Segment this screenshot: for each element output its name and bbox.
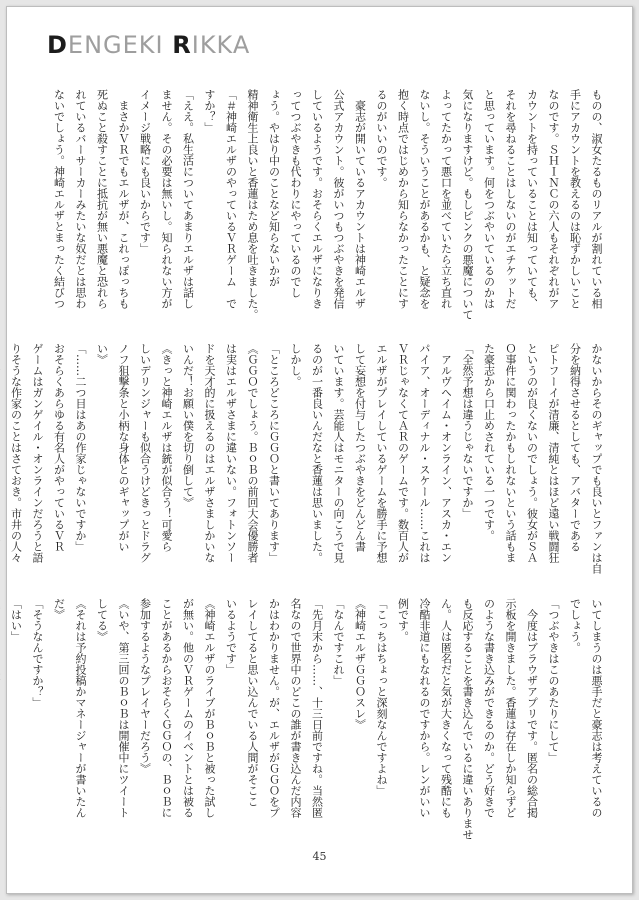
text-column: ないでしょう。神崎エルザとまったく結びつ (52, 89, 66, 309)
text-column: ドを天才的に扱えるのはエルザさましかいな (203, 343, 216, 563)
text-column: パイア、オーディナル・スケール……これは (418, 343, 431, 563)
text-column: ん。人は匿名だと気が大きくなって残酷にも (439, 598, 453, 818)
text-column: のような書き込みができるのか。どう好きで (482, 598, 496, 818)
text-column: 「ところどころにＧＧＯと書いてあります」 (267, 343, 281, 563)
text-column: かないからそのギャップでも良いとファンは自 (590, 343, 603, 574)
text-tier-2 (9, 343, 605, 579)
text-column (0, 343, 3, 579)
text-column: かはわかりません。が、エルザがＧＧＯをプ (267, 598, 281, 818)
magazine-logo (47, 31, 250, 59)
text-column: 「ええ。私生活についてあまりエルザは話し (181, 89, 195, 309)
text-column: るのが一番良いんだなと香蓮は思いました。 (310, 343, 324, 563)
text-column: 「全然予想は違うじゃないですか」 (461, 343, 474, 519)
text-column: 《神崎エルザＧＧＯスレ》 (353, 598, 367, 730)
text-column: それを尋ねることはしないのがエチケットだ (504, 89, 517, 309)
text-column: 「はい」 (9, 598, 23, 642)
text-column: Ｏ事件に関わったかもしれないという話もま (504, 343, 517, 563)
manga-novel-page (6, 6, 633, 894)
text-column: 死ぬこと殺すことに抵抗が無い悪魔と恐れら (95, 89, 109, 309)
text-column: というのが良くないのでしょう。彼女がＳＡ (525, 343, 539, 563)
logo-text-engeki: ENGEKI (67, 31, 173, 59)
text-column: レイしてると思い込んでいる人間がそここ (246, 598, 259, 807)
text-column: 冷酷非道にもなれるのですから。レンがいい (418, 598, 431, 818)
text-column: 「なんですこれ」 (332, 598, 345, 686)
text-column: いています。芸能人はモニターの向こうで見 (332, 343, 345, 563)
text-column: と思っています。何をつぶやいているのかは (482, 89, 496, 309)
text-column: ことがあるからおそらくＧＧＯの、ＢｏＢに (160, 598, 173, 818)
text-column: ピトフーイが清廉、清純とはほど遠い戦闘狂 (547, 343, 560, 563)
text-column: も反応することを書き込んでいるに違いありませ (461, 598, 474, 840)
text-column: すか？」 (203, 89, 216, 133)
text-column: 今度はブラウザアプリです。匿名の総合掲 (525, 598, 539, 818)
text-column: しかし。 (289, 343, 302, 387)
text-column: なのです。ＳＨＩＮＣの六人もそれぞれがア (547, 89, 560, 309)
text-column: ません。その必要は無いし。知られない方が (160, 89, 173, 309)
text-column: いんだ！お願い僕を切り倒して》 (181, 343, 195, 508)
text-column: 《きっと神崎エルザは銃が似合う！可愛ら (160, 343, 173, 552)
text-column: 《それは予約投稿かマネージャーが書いたん (74, 598, 87, 818)
text-column: まさかＶＲでもエルザが、これっぽっちも (117, 89, 130, 309)
text-column: しいデリンジャーも似合うけどきっとドラグ (138, 343, 152, 563)
text-column: 《ＧＧＯでしょう。ＢｏＢの前回大会優勝者 (246, 343, 259, 563)
page-number: 45 (312, 850, 327, 863)
text-column: イメージ戦略にも良いからです」 (138, 89, 152, 254)
text-column: おそらくあらゆる有名人がやっているＶＲ (52, 343, 66, 552)
text-column: 「こっちはちょっと深刻なんですよね」 (375, 598, 388, 796)
text-column: 参加するようなプレイヤーだろう》 (138, 598, 152, 774)
text-column: た豪志から口止めされている一つです。 (482, 343, 496, 541)
text-column: 「つぶやきはこのあたりにして」 (547, 598, 560, 763)
text-tier-1 (47, 89, 605, 325)
text-column: ノフ狙撃条と小柄な身体とのギャップがい (117, 343, 130, 552)
text-column: 公式アカウント。彼がいつもつぶやきを発信 (332, 89, 345, 309)
text-column: ゲームはガンゲイル・オンラインだろうと語 (31, 343, 44, 563)
text-column: 精神衛生上良いと香蓮はため息を吐きました。 (246, 89, 259, 320)
text-column: カウントを持っていることは知っていても、 (525, 89, 539, 309)
logo-letter-d: D (47, 31, 68, 59)
text-column: 豪志が開いているアカウントは神崎エルザ (353, 89, 367, 309)
text-column: よってたかって悪口を並べていたら立ち直れ (439, 89, 453, 309)
text-column: でしょう。 (568, 598, 582, 653)
text-column: してる》 (95, 598, 109, 642)
text-tier-3 (9, 598, 605, 840)
text-column: 「先月末から……、十三日前ですね。当然匿 (310, 598, 324, 818)
text-column: だ》 (52, 598, 66, 620)
text-column: 気になりますけど。もしピンクの悪魔について (461, 89, 474, 320)
text-column (0, 598, 3, 834)
text-column: アルヴヘイム・オンライン、アスカ・エン (439, 343, 453, 563)
text-column: るのがいいのです。 (375, 89, 388, 188)
logo-letter-r: R (172, 31, 192, 59)
text-column: ものの、淑女たるものリアルが割れている相 (590, 89, 603, 309)
text-column: いるようです」 (224, 598, 238, 675)
text-column: ないし。そういうことがあるかも、と疑念を (418, 89, 431, 309)
text-column: 「そうなんですか？」 (31, 598, 44, 708)
text-column: して妄想を付与したつぶやきをどんどん書 (353, 343, 367, 552)
text-column: 分を納得させるとしても、アバターである (568, 343, 582, 552)
text-column: れているバーサーカーみたいな奴だとは思わ (74, 89, 87, 309)
text-column: 「……二つ目はあの作家じゃないですか」 (74, 343, 87, 552)
text-column: は実はエルザさまに違いない。フォトンソー (224, 343, 238, 563)
text-column: 例です。 (396, 598, 410, 642)
text-column: 「＃神崎エルザのやっているＶＲゲーム で (224, 89, 238, 309)
text-column: ってつぶやきも代わりにやっているのでし (289, 89, 302, 298)
logo-text-ikka: IKKA (191, 31, 251, 59)
text-column: い》 (95, 343, 109, 365)
text-column: 示板を開きました。香蓮は存在しか知らずど (504, 598, 517, 818)
text-column: いてしまうのは悪手だと豪志は考えているの (590, 598, 603, 818)
text-column: エルザがプレイしているゲームを勝手に予想 (375, 343, 388, 563)
text-column: りそうな作家のことはさておき。市井の人々 (9, 343, 23, 563)
text-column: 《神崎エルザのライブがＢｏＢと被った試し (203, 598, 216, 818)
text-column: 《いや、第三回のＢｏＢは開催中にツイート (117, 598, 130, 818)
text-column: 名なので世界中のどこの誰が書き込んだ内容 (289, 598, 302, 818)
text-column: が無い。他のＶＲゲームのイベントとは被る (181, 598, 195, 818)
text-column: ょう。やはり中のことなど知らないかが (267, 89, 281, 287)
text-column: しているようです。おそらくエルザになりき (310, 89, 324, 309)
text-column: ＶＲじゃなくてＡＲのゲームです。数百人が (396, 343, 410, 563)
text-column: 抱く時点ではじめから知らなかったことにす (396, 89, 410, 309)
text-column: 手にアカウントを教えるのは恥ずかしいこと (568, 89, 582, 309)
